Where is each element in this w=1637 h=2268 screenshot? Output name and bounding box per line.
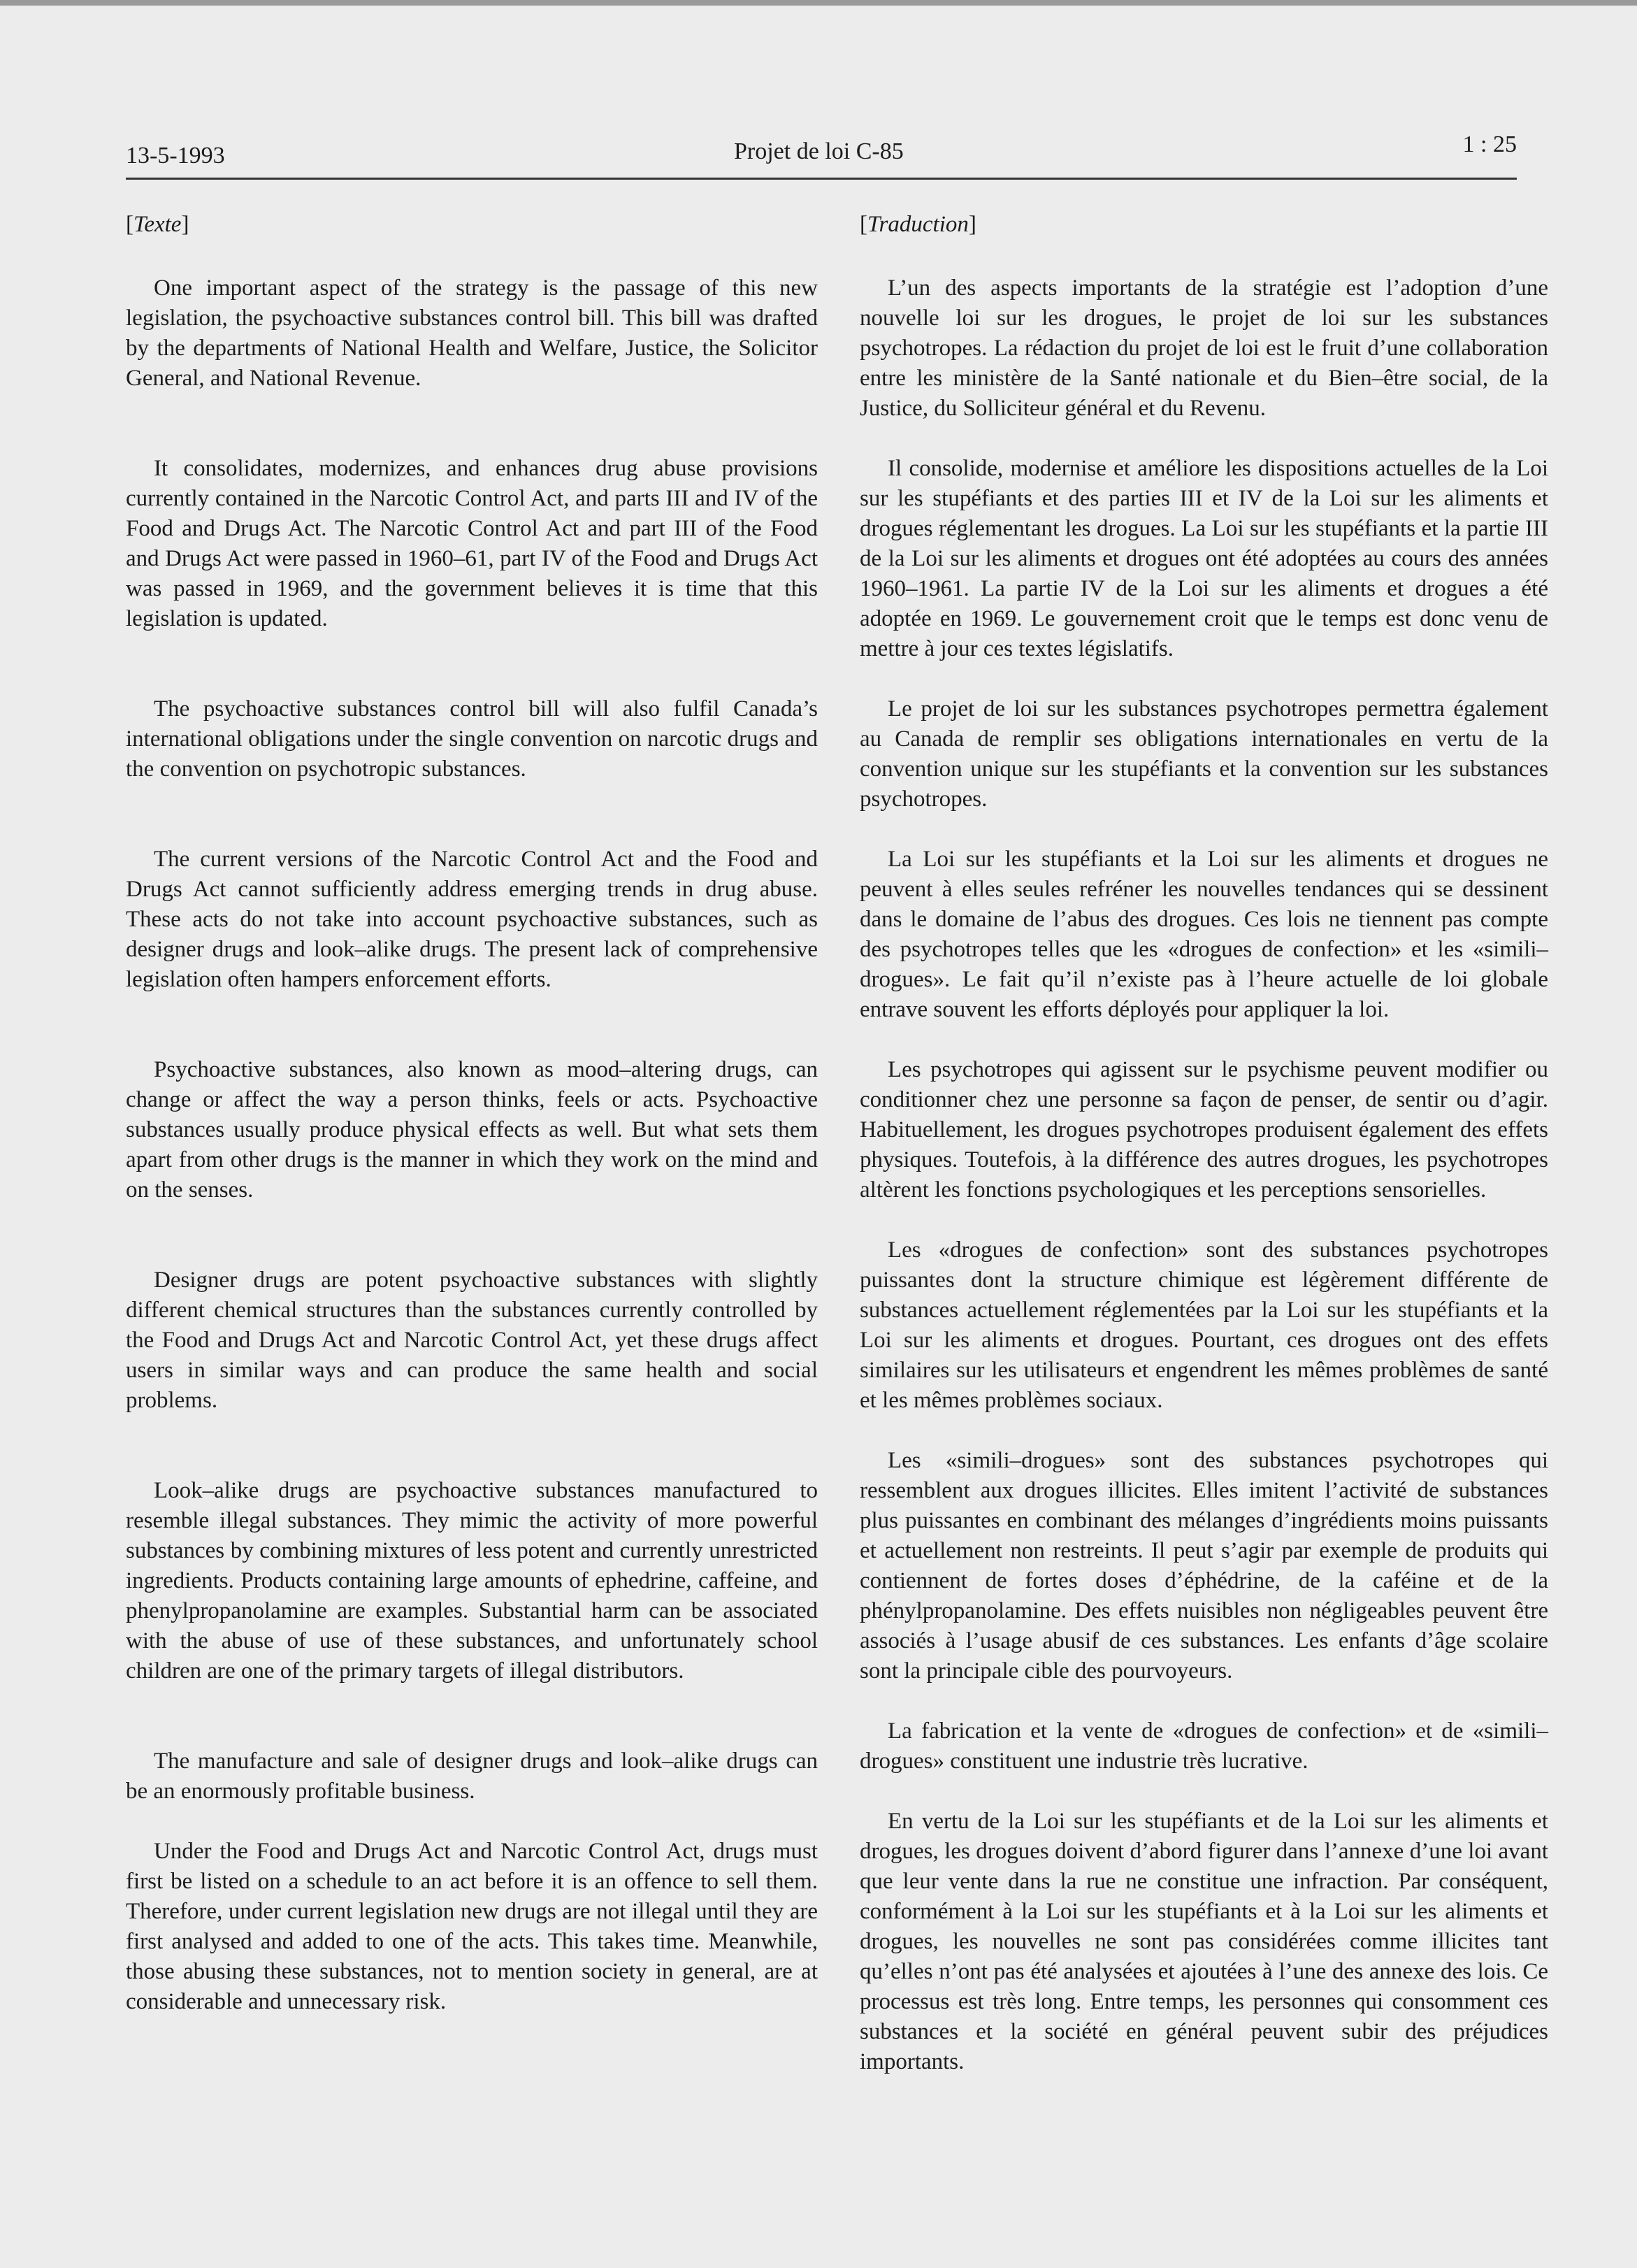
header-title: Projet de loi C-85 [734,138,904,164]
french-column [860,210,1548,2107]
paragraph: Under the Food and Drugs Act and Narcotic Control Act, drugs must first be listed on a schedule to an act before it is an offence to sell them. Therefore, under current legislation new drugs are not illegal until they are first analysed and added to one of the acts. This takes time. Meanwhile, those abusing these substances, not to mention society in general, are at considerable and unnecessary risk. [126,1839,818,2014]
page-header [126,119,1517,180]
column-label: [Texte] [126,212,189,237]
paragraph: Il consolide, modernise et améliore les dispositions actuelles de la Loi sur les stupéfiants et des parties III et IV de la Loi sur les aliments et drogues réglementant les drogues. La Loi sur les stupéfiants et la partie III de la Loi sur les aliments et drogues ont été adoptées au cours des années 1960–1961. La partie IV de la Loi sur les aliments et drogues a été adoptée en 1969. Le gouvernement croit que le temps est donc venu de mettre à jour ces textes législatifs. [860,456,1548,661]
paragraph: The current versions of the Narcotic Control Act and the Food and Drugs Act cannot sufficiently address emerging trends in drug abuse. These acts do not take into account psychoactive substances, such as designer drugs and look–alike drugs. The present lack of comprehensive legislation often hampers enforcement efforts. [126,847,818,992]
paragraph: It consolidates, modernizes, and enhances drug abuse provisions currently contained in the Narcotic Control Act, and parts III and IV of the Food and Drugs Act. The Narcotic Control Act and part III of the Food and Drugs Act were passed in 1960–61, part IV of the Food and Drugs Act was passed in 1969, and the government believes it is time that this legislation is updated. [126,456,818,631]
paragraph: Designer drugs are potent psychoactive substances with slightly different chemical structures than the substances currently controlled by the Food and Drugs Act and Narcotic Control Act, yet these drugs affect users in similar ways and can produce the same health and social problems. [126,1268,818,1413]
paragraph: The manufacture and sale of designer drugs and look–alike drugs can be an enormously profitable business. [126,1749,818,1804]
paragraph: Le projet de loi sur les substances psychotropes permettra également au Canada de remplir ses obligations internationales en vertu de la convention unique sur les stupéfiants et la convention sur les substances psychotropes. [860,696,1548,812]
english-column [126,210,818,2077]
paragraph: Psychoactive substances, also known as mood–altering drugs, can change or affect the way a person thinks, feels or acts. Psychoactive substances usually produce physical effects as well. But what sets them apart from other drugs is the manner in which they work on the mind and on the senses. [126,1057,818,1203]
paragraph: En vertu de la Loi sur les stupéfiants et de la Loi sur les aliments et drogues, les drogues doivent d’abord figurer dans l’annexe d’une loi avant que leur vente dans la rue ne constitue une infraction. Par conséquent, conformément à la Loi sur les stupéfiants et à la Loi sur les aliments et drogues, les nouvelles ne sont pas considérées comme illicites tant qu’elles n’ont pas été analysées et ajoutées à l’une des annexe des lois. Ce processus est très long. Entre temps, les personnes qui consomment ces substances et la société en général peuvent subir des préjudices importants. [860,1809,1548,2074]
paragraph: Les «simili–drogues» sont des substances psychotropes qui ressemblent aux drogues illicites. Elles imitent l’activité de substances plus puissantes en combinant des mélanges d’ingrédients moins puissants et actuellement non restreints. Il peut s’agir par exemple de produits qui contiennent de fortes doses d’éphédrine, de la caféine et de la phénylpropanolamine. Des effets nuisibles non négligeables peuvent être associés à l’usage abusif de ces substances. Les enfants d’âge scolaire sont la principale cible des pourvoyeurs. [860,1448,1548,1684]
paragraph: Look–alike drugs are psychoactive substances manufactured to resemble illegal substances. They mimic the activity of more powerful substances by combining mixtures of less potent and currently unrestricted ingredients. Products containing large amounts of ephedrine, caffeine, and phenylpropanolamine are examples. Substantial harm can be associated with the abuse of use of these substances, and unfortunately school children are one of the primary targets of illegal distributors. [126,1478,818,1684]
header-page-number: 1 : 25 [1462,131,1517,157]
page-top-edge [0,0,1637,6]
column-label: [Traduction] [860,212,976,237]
paragraph: L’un des aspects importants de la stratégie est l’adoption d’une nouvelle loi sur les drogues, le projet de loi sur les substances psychotropes. La rédaction du projet de loi est le fruit d’une collaboration entre les ministère de la Santé nationale et du Bien–être social, de la Justice, du Solliciteur général et du Revenu. [860,275,1548,421]
paragraph: One important aspect of the strategy is the passage of this new legislation, the psychoactive substances control bill. This bill was drafted by the departments of National Health and Welfare, Justice, the Solicitor General, and National Revenue. [126,275,818,391]
header-date: 13-5-1993 [126,143,225,168]
paragraph: Les psychotropes qui agissent sur le psychisme peuvent modifier ou conditionner chez une personne sa façon de penser, de sentir ou d’agir. Habituellement, les drogues psychotropes produisent également des effets physiques. Toutefois, à la différence des autres drogues, les psychotropes altèrent les fonctions psychologiques et les perceptions sensorielles. [860,1057,1548,1203]
paragraph: The psychoactive substances control bill will also fulfil Canada’s international obligations under the single convention on narcotic drugs and the convention on psychotropic substances. [126,696,818,782]
paragraph: Les «drogues de confection» sont des substances psychotropes puissantes dont la structure chimique est légèrement différente de substances actuellement réglementées par la Loi sur les stupéfiants et la Loi sur les aliments et drogues. Pourtant, ces drogues ont des effets similaires sur les utilisateurs et engendrent les mêmes problèmes de santé et les mêmes problèmes sociaux. [860,1237,1548,1413]
paragraph: La Loi sur les stupéfiants et la Loi sur les aliments et drogues ne peuvent à elles seules refréner les nouvelles tendances qui se dessinent dans le domaine de l’abus des drogues. Ces lois ne tiennent pas compte des psychotropes telles que les «drogues de confection» et les «simili–drogues». Le fait qu’il n’existe pas à l’heure actuelle de loi globale entrave souvent les efforts déployés pour appliquer la loi. [860,847,1548,1022]
paragraph: La fabrication et la vente de «drogues de confection» et de «simili–drogues» constituent une industrie très lucrative. [860,1718,1548,1774]
